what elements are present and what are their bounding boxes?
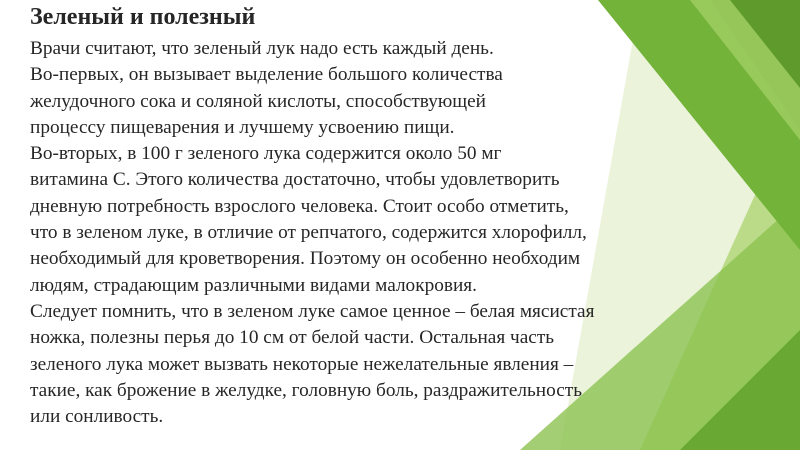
content	[30, 0, 720, 430]
body-line: витамина С. Этого количества достаточно, чтобы удовлетворить	[30, 169, 560, 191]
body-line: Следует помнить, что в зеленом луке самое ценное – белая мясистая	[30, 300, 595, 322]
body-line: или сонливость.	[30, 406, 164, 428]
body-line: Во-вторых, в 100 г зеленого лука содержится около 50 мг	[30, 143, 502, 165]
body-text	[30, 36, 720, 430]
body-line: процессу пищеварения и лучшему усвоению пищи.	[30, 116, 455, 138]
body-line: зеленого лука может вызвать некоторые нежелательные явления –	[30, 353, 574, 375]
body-line: желудочного сока и соляной кислоты, способствующей	[30, 90, 486, 112]
body-line: ножка, полезны перья до 10 см от белой части. Остальная часть	[30, 327, 555, 349]
body-line: людям, страдающим различными видами малокровия.	[30, 274, 477, 296]
body-line: что в зеленом луке, в отличие от репчатого, содержится хлорофилл,	[30, 222, 587, 244]
body-line: Во-первых, он вызывает выделение большого количества	[30, 64, 503, 86]
body-line: такие, как брожение в желудке, головную боль, раздражительность	[30, 379, 583, 401]
body-line: необходимый для кроветворения. Поэтому он особенно необходим	[30, 248, 581, 270]
body-line: Врачи считают, что зеленый лук надо есть каждый день.	[30, 38, 494, 59]
body-line: дневную потребность взрослого человека. Стоит особо отметить,	[30, 195, 569, 217]
slide-title: Зеленый и полезный	[30, 4, 256, 30]
